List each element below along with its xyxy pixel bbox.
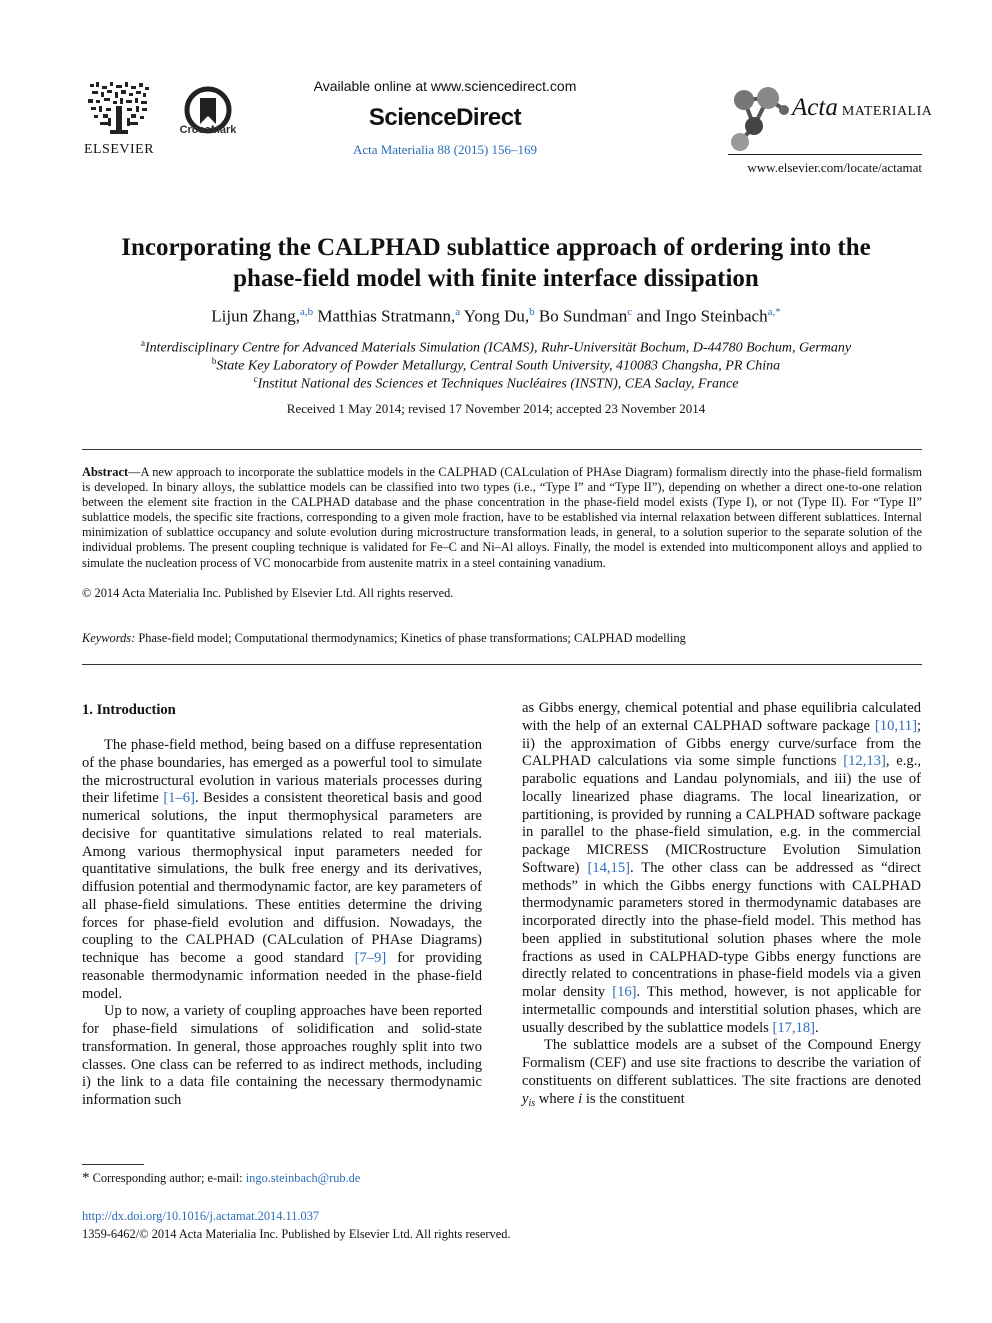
citation-link[interactable]: [10,11] (874, 717, 917, 734)
paragraph (522, 1037, 921, 1112)
author-affil-sup[interactable]: c (627, 306, 633, 318)
paragraph: Up to now, a variety of coupling approaches have been reported for phase-field simulations of solidification and solid-state transformation. In general, those approaches roughly split into two classes. One class can be referred to as indirect methods, including i) the link to a data file containing the necessary thermodynamic information such (82, 1003, 482, 1108)
corresponding-author-footnote (82, 1170, 502, 1187)
abstract-top-rule (82, 449, 922, 450)
title-line-2: phase-field model with finite interface dissipation (233, 265, 759, 292)
citation-link[interactable]: [12,13] (843, 753, 886, 770)
sciencedirect-wordmark[interactable]: ScienceDirect (368, 104, 522, 131)
affiliation-a (70, 338, 922, 357)
text-run: where (535, 1090, 579, 1107)
text-run: The phase-field method, being based on a diffuse representation of the phase boundaries, has emerged as a powerful tool to simulate the microstructural evolution in various materials processes during their lifetime (82, 737, 482, 807)
title-line-1: Incorporating the CALPHAD sublattice approach of ordering into the (121, 234, 871, 261)
affil-text: State Key Laboratory of Powder Metallurgy, Central South University, 410083 Changsha, PR China (216, 358, 781, 374)
author-list (70, 306, 922, 327)
citation-link[interactable]: [17,18] (772, 1019, 816, 1036)
author-name: Lijun Zhang, (211, 306, 301, 326)
affiliation-b (70, 356, 922, 375)
molecule-icon (728, 80, 790, 154)
footnote-star: * (82, 1170, 90, 1186)
text-run: . The other class can be addressed as “direct methods” in which the Gibbs energy functions with CALPHAD thermodynamic parameters stored in thermodynamic databases are incorporated directly into the phase-field model. This method has been applied in substitutional solution phases where the mole fractions as used in CALPHAD-type Gibbs energy functions are directly related to concentrations in phase-field models via a given molar density (522, 859, 921, 1000)
author-email-link[interactable]: ingo.steinbach@rub.de (245, 1171, 361, 1185)
section-heading-introduction: 1. Introduction (82, 702, 176, 718)
text-run: , e.g., parabolic equations and Landau polynomials, and iii) the use of locally linearized phase diagrams. The local linearization, or partitioning, is provided by running a CALPHAD software package in parallel to the phase-field simulation, e.g. in the commercial package MICRESS (MICRostructure Evolution Simulation Software) (522, 753, 921, 876)
author-affil-sup[interactable]: a (455, 306, 461, 318)
citation-link[interactable]: [7–9] (354, 950, 387, 966)
materialia-logo-word: MATERIALIA (841, 104, 933, 119)
text-run: for providing reasonable thermodynamic information needed in the phase-field model. (82, 950, 482, 1002)
citation-link[interactable]: [14,15] (587, 859, 630, 876)
author-name: Yong Du, (463, 306, 530, 326)
acta-materialia-logo (728, 80, 933, 154)
author-name: Bo Sundman (538, 306, 628, 326)
math-subscript: is (528, 1097, 536, 1109)
affil-marker: c (253, 374, 258, 384)
abstract-label: Abstract (82, 465, 129, 479)
text-run: is the constituent (582, 1090, 685, 1107)
journal-citation-link[interactable]: Acta Materialia 88 (2015) 156–169 (352, 142, 538, 157)
affiliation-c (70, 374, 922, 393)
body-column-left (82, 737, 482, 1110)
author-affil-sup[interactable]: a,b (300, 306, 314, 318)
author-name: Matthias Stratmann, (317, 306, 456, 326)
affil-marker: a (140, 338, 145, 348)
text-run: ; ii) the approximation of Gibbs energy curve/surface from the CALPHAD calculations via some simple functions (522, 717, 921, 770)
doi-link[interactable]: http://dx.doi.org/10.1016/j.actamat.2014.11.037 (82, 1209, 320, 1223)
crossmark-label: CrossMark (179, 124, 237, 136)
keywords-text: Phase-field model; Computational thermodynamics; Kinetics of phase transformations; CALPHAD modelling (135, 631, 686, 645)
article-title (70, 232, 922, 294)
keywords-bottom-rule (82, 664, 922, 665)
text-run: The sublattice models are a subset of the Compound Energy Formalism (CEF) and use site fractions to describe the variation of constituents on different sublattices. The site fractions are denoted (522, 1037, 921, 1089)
issn-copyright: 1359-6462/© 2014 Acta Materialia Inc. Published by Elsevier Ltd. All rights reserved. (82, 1227, 511, 1241)
footnote-rule (82, 1164, 144, 1165)
footnote-text: Corresponding author; e-mail: (89, 1171, 246, 1185)
text-run: . Besides a consistent theoretical basis and good numerical solutions, the input thermophysical parameters are decisive for quantitative simulations related to real materials. Among various thermophysical input parameters needed for quantitative simulations, the bulk free energy and its derivatives, diffusion potential and thermodynamic factor, are key parameters of all phase-field simulations. These entities determine the driving forces for phase-field evolution and diffusion. Nowadays, the coupling to the CALPHAD (CALculation of PHAse Diagrams) technique has become a good standard (82, 790, 482, 966)
journal-homepage-url[interactable]: www.elsevier.com/locate/actamat (747, 160, 922, 175)
received-dates: Received 1 May 2014; revised 17 November 2014; accepted 23 November 2014 (286, 401, 706, 416)
affil-text: Interdisciplinary Centre for Advanced Materials Simulation (ICAMS), Ruhr-Universität Bochum, D-44780 Bochum, Germany (144, 340, 852, 356)
affil-text: Institut National des Sciences et Techniques Nucléaires (INSTN), CEA Saclay, France (257, 376, 739, 392)
available-online-text: Available online at www.sciencedirect.com (313, 78, 577, 94)
paragraph (82, 737, 482, 1003)
keywords-label: Keywords: (82, 631, 136, 645)
body-column-right (522, 700, 921, 1112)
author-affil-sup[interactable]: b (529, 306, 535, 318)
elsevier-tree-logo (86, 80, 152, 140)
text-run: as Gibbs energy, chemical potential and phase equilibria calculated with the help of an external CALPHAD software package (522, 700, 921, 734)
text-run: . This method, however, is not applicable for intermetallic compounds and interstitial solution phases, which are usually described by the sublattice models (522, 984, 922, 1036)
paragraph (522, 700, 921, 1037)
citation-link[interactable]: [16] (612, 984, 637, 1000)
abstract-text: —A new approach to incorporate the sublattice models in the CALPHAD (CALculation of PHAse Diagram) formalism directly into the phase-field formalism is developed. In binary alloys, the sublattice models can be classified into two types (i.e., “Type I” and “Type II”), depending on whether a direct one-to-one relation between the element site fraction in the CALPHAD database and the phase concentration in the phase-field model exists (Type I), or not (Type II). For “Type II” sublattice models, the specific site fractions, corresponding to a given mole fraction, have to be established via internal relaxation between different sublattices. Internal minimization of sublattice occupancy and solute evolution during microstructure transformation leads, in general, to a solution superior to the separate solution of the individual problems. The present coupling technique is validated for Fe–C and Ni–Al alloys. Finally, the model is extended into multicomponent alloys and applied to simulate the nucleation process of VC monocarbide from austenite matrix in a steel containing vanadium. (82, 465, 922, 570)
text-run: . (815, 1019, 819, 1036)
header-rule (728, 154, 922, 155)
keywords (82, 631, 922, 646)
citation-link[interactable]: [1–6] (163, 790, 195, 807)
math-symbol: y (522, 1090, 529, 1107)
math-symbol: i (578, 1090, 583, 1107)
abstract (82, 465, 922, 571)
author-name: and Ingo Steinbach (636, 306, 768, 326)
abstract-copyright: © 2014 Acta Materialia Inc. Published by Elsevier Ltd. All rights reserved. (82, 586, 454, 600)
author-affil-sup[interactable]: a,* (767, 306, 781, 318)
publisher-name: ELSEVIER (83, 142, 155, 157)
affil-marker: b (211, 356, 217, 366)
acta-logo-word: Acta (792, 94, 838, 121)
